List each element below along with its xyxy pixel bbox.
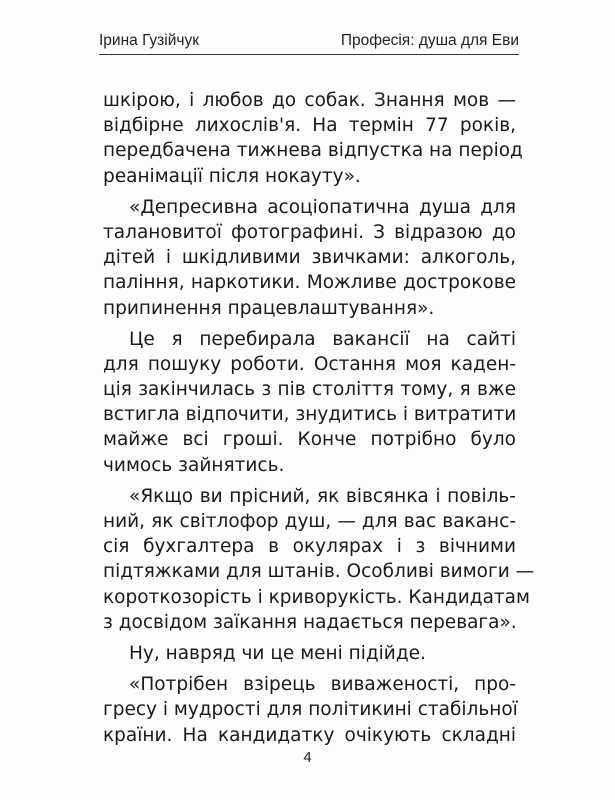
header-book-title: Професія: душа для Еви [340,32,519,49]
text-line: шкірою, і любов до собак. Знання мов — [103,90,516,111]
text-line: ція закінчилась з пів століття тому, я вже [103,379,516,401]
text-line: майже всі гроші. Конче потрібно було [103,429,516,451]
text-line: ний, як світлофор душ, — для вас ваканс- [103,511,516,532]
paragraph [103,195,516,321]
paragraph [103,484,535,635]
text-line: реанімації після нокауту». [103,165,361,187]
text-line: гресу і мудрості для політикині стабільної [103,699,518,721]
paragraph [103,88,523,189]
running-header [99,30,519,52]
text-line: «Якщо ви прісний, як вівсянка і повіль- [129,485,516,507]
text-line: країни. На кандидатку очікують складні [103,724,516,746]
text-line: передбачена тижнева відпустка на період [103,140,523,162]
text-line: паління, наркотики. Можливе дострокове [103,272,516,294]
header-rule [99,54,519,55]
text-line: «Потрібен взірець виваженості, про- [129,674,516,696]
text-line: підтяжками для штанів. Особливі вимоги — [103,561,535,583]
text-line: сія бухгалтера в окулярах і з вічними [103,536,516,558]
text-line: з досвідом заїкання надається перевага». [103,611,517,633]
text-line: Ну, навряд чи це мені підійде. [129,642,426,664]
text-line: чимось зайнятись. [103,454,285,476]
body-text [103,88,535,748]
paragraph [103,641,516,666]
text-line: для пошуку роботи. Остання моя каден- [103,353,516,375]
paragraph [103,672,516,748]
paragraph [103,327,516,478]
header-author: Ірина Гузійчук [99,32,199,49]
text-line: талановитої фотографині. З відразою до [103,221,516,243]
text-line: дітей і шкідливими звичками: алкоголь, [103,247,516,269]
text-line: припинення працевлаштування». [103,297,435,319]
text-line: Це я перебирала вакансії на сайті [129,328,516,350]
text-line: «Депресивна асоціопатична душа для [129,196,516,218]
text-line: відбірне лихослів'я. На термін 77 років, [103,115,516,137]
page-number: 4 [303,749,312,766]
text-line: встигла відпочити, знудитись і витратити [103,404,517,426]
text-line: короткозорість і криворукість. Кандидатам [103,586,530,608]
